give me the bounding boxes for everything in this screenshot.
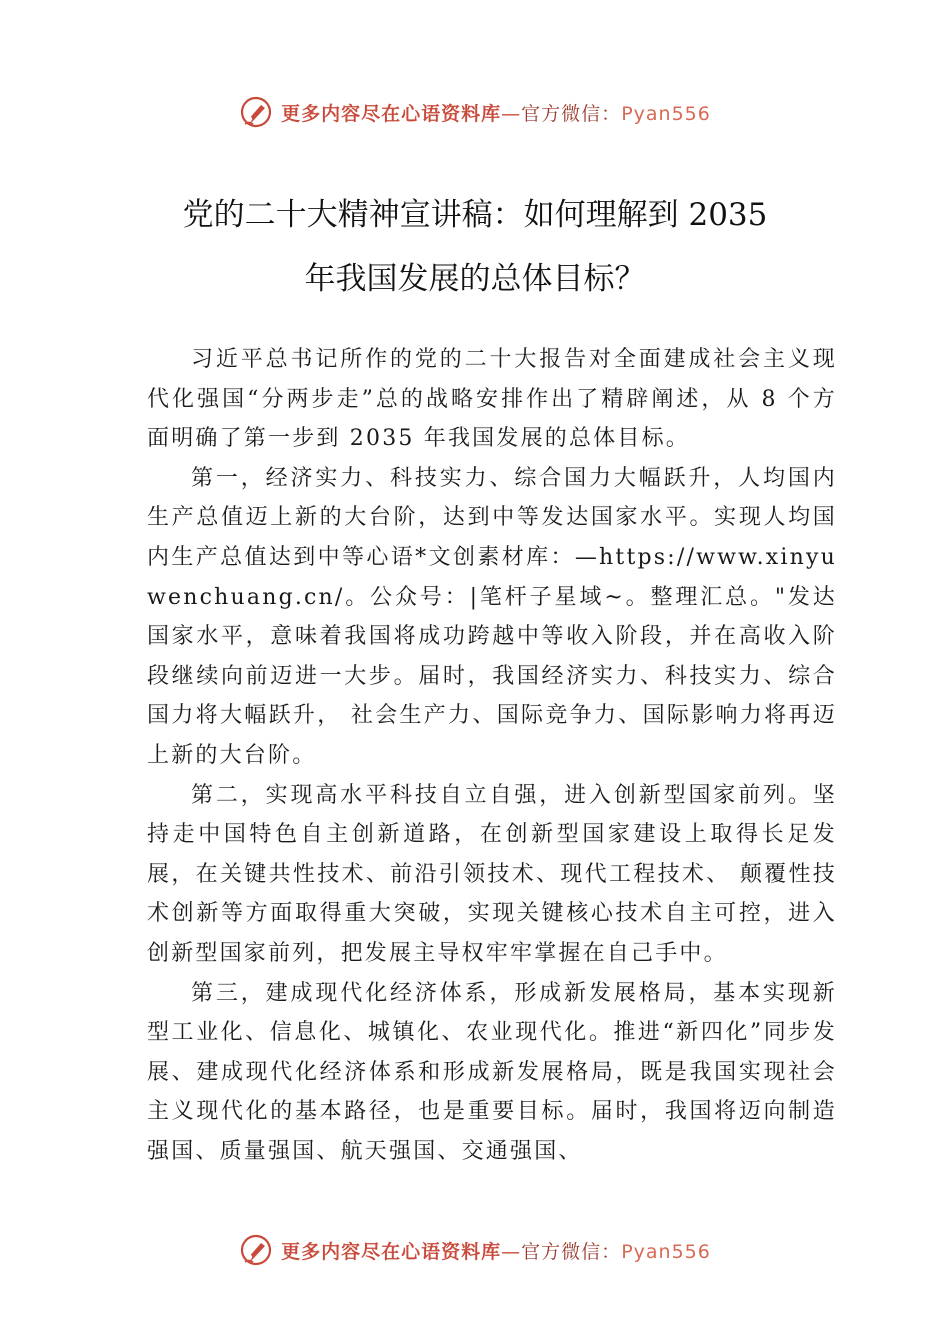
- pen-nib-seal-icon: [239, 95, 273, 129]
- document-body: [147, 340, 837, 1171]
- wechat-id: Pyan556: [621, 102, 711, 125]
- header-banner: [0, 92, 950, 132]
- banner-dash: —: [501, 1240, 522, 1263]
- pen-nib-seal-icon: [239, 1233, 273, 1267]
- footer-banner: [0, 1230, 950, 1270]
- document-title: [0, 183, 950, 311]
- title-line-1: 党的二十大精神宣讲稿：如何理解到 2035: [182, 197, 768, 233]
- wechat-label: 官方微信：: [521, 102, 622, 125]
- banner-dash: —: [501, 102, 522, 125]
- banner-text: [281, 99, 711, 126]
- banner-text: [281, 1237, 711, 1264]
- banner-title: 更多内容尽在心语资料库: [281, 102, 502, 125]
- wechat-id: Pyan556: [621, 1240, 711, 1263]
- paragraph-first: 第一，经济实力、科技实力、综合国力大幅跃升，人均国内生产总值迈上新的大台阶，达到中等发达国家水平。实现人均国内生产总值达到中等心语*文创素材库：—https://www.xinyuwenchuang.cn/。公众号：|笔杆子星域~。整理汇总。"发达国家水平，意味着我国将成功跨越中等收入阶段，并在高收入阶段继续向前迈进一大步。届时，我国经济实力、科技实力、综合国力将大幅跃升， 社会生产力、国际竞争力、国际影响力将再迈上新的大台阶。: [147, 465, 837, 768]
- banner-title: 更多内容尽在心语资料库: [281, 1240, 502, 1263]
- wechat-label: 官方微信：: [521, 1240, 622, 1263]
- title-line-2: 年我国发展的总体目标？: [304, 261, 646, 297]
- paragraph-second: 第二，实现高水平科技自立自强，进入创新型国家前列。坚持走中国特色自主创新道路，在创新型国家建设上取得长足发展，在关键共性技术、前沿引领技术、现代工程技术、 颠覆性技术创新等方面取得重大突破，实现关键核心技术自主可控，进入创新型国家前列，把发展主导权牢牢掌握在自己手中。: [147, 782, 837, 966]
- paragraph-intro: 习近平总书记所作的党的二十大报告对全面建成社会主义现代化强国“分两步走”总的战略安排作出了精辟阐述，从 8 个方面明确了第一步到 2035 年我国发展的总体目标。: [147, 347, 837, 452]
- paragraph-third: 第三，建成现代化经济体系，形成新发展格局，基本实现新型工业化、信息化、城镇化、农业现代化。推进“新四化”同步发展、建成现代化经济体系和形成新发展格局，既是我国实现社会主义现代化的基本路径，也是重要目标。届时，我国将迈向制造强国、质量强国、航天强国、交通强国、: [147, 980, 837, 1164]
